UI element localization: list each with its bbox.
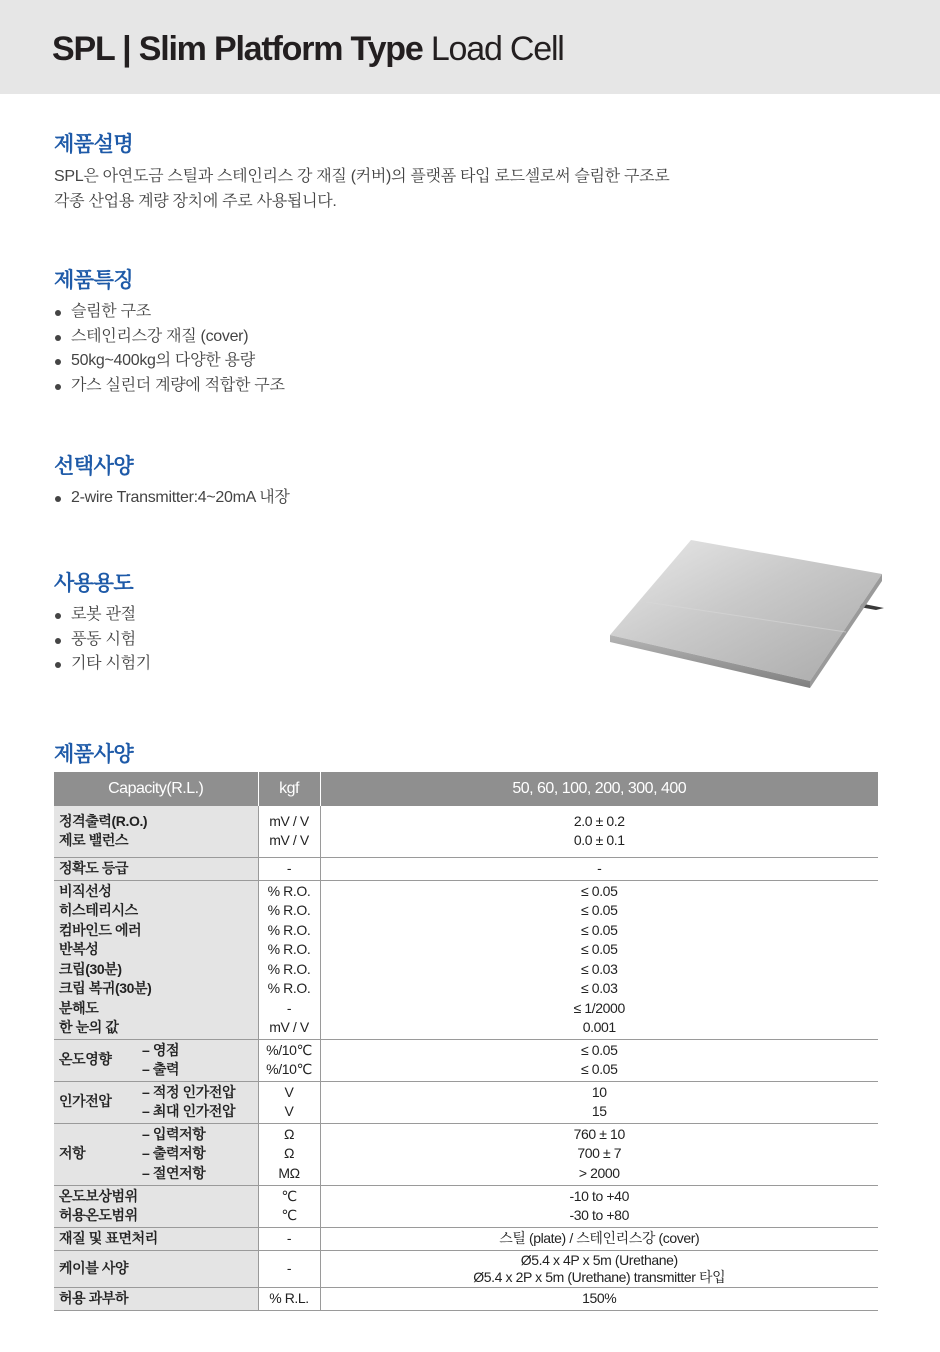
applications-list [54,603,151,677]
spec-unit [258,806,320,857]
spec-table [54,772,878,1311]
options-heading: 선택사양 [54,455,134,478]
spec-value-line: ≤ 1/2000 [573,999,625,1016]
spec-label: 온도영향 [54,1039,142,1081]
features-heading: 제품특징 [54,269,134,292]
spec-unit-line: mV / V [269,1019,309,1035]
application-item: 풍동 시험 [54,628,151,653]
spec-unit [258,1039,320,1081]
spec-label-line: 분해도 [59,999,99,1016]
spec-unit-line: %/10℃ [266,1061,312,1077]
spec-value-line: ≤ 0.03 [581,960,618,977]
spec-unit-line: ℃ [281,1207,297,1223]
capacity-header: Capacity(R.L.) [54,772,258,806]
spec-unit [258,1123,320,1185]
spec-unit-line: % R.O. [267,960,311,977]
spec-value [320,1039,878,1081]
spec-value [320,1250,878,1287]
spec-label-line: 제로 밸런스 [59,832,129,849]
spec-value-line: 0.0 ± 0.1 [573,832,625,849]
spec-label-line: 크립(30분) [59,960,122,977]
table-row [54,1185,878,1227]
table-row [54,1081,878,1123]
spec-value [320,880,878,1039]
spec-value-line: ≤ 0.03 [581,980,618,996]
table-row [54,880,878,1039]
spec-sublabel-line: – 출력저항 [142,1145,206,1162]
unit-header: kgf [258,772,320,806]
table-row [54,1250,878,1287]
spec-unit-line: ℃ [281,1187,297,1204]
description-text [54,164,669,214]
page-title [52,30,564,69]
spec-label [54,880,258,1039]
spec-label-line: 컴바인드 에러 [59,921,142,938]
spec-value-line: 10 [591,1083,607,1100]
spec-unit [258,1185,320,1227]
spec-value-line: ≤ 0.05 [581,902,618,918]
spec-unit-line: V [284,1083,294,1100]
spec-unit-line: Ω [283,1145,295,1162]
values-header: 50, 60, 100, 200, 300, 400 [320,772,878,806]
spec-label: 케이블 사양 [54,1250,258,1287]
feature-item: 가스 실린더 계량에 적합한 구조 [54,374,285,399]
spec-sublabel-line: – 절연저항 [142,1164,206,1181]
spec-value-line: ≤ 0.05 [581,1061,618,1077]
spec-unit [258,880,320,1039]
spec-unit: - [258,857,320,880]
spec-unit-line: % R.O. [267,980,311,996]
spec-label: 인가전압 [54,1081,142,1123]
spec-value-line: ≤ 0.05 [581,941,618,957]
spec-label-line: 반복성 [59,941,99,957]
spec-value-line: 0.001 [582,1019,616,1035]
spec-unit-line: Ω [283,1125,295,1142]
spec-unit-line: % R.O. [267,941,311,957]
table-row [54,806,878,857]
spec-heading: 제품사양 [54,743,134,766]
table-row [54,1039,878,1081]
spec-unit [258,1081,320,1123]
spec-unit-line: % R.O. [267,882,311,899]
spec-unit: % R.L. [258,1287,320,1310]
feature-item: 50kg~400kg의 다양한 용량 [54,349,285,374]
spec-label [54,1185,258,1227]
spec-label-line: 크립 복귀(30분) [59,980,152,996]
features-list [54,300,285,398]
spec-unit-line: - [286,999,292,1016]
plate-top-shape [610,540,882,681]
spec-sublabel [142,1039,258,1081]
spec-value-line: -30 to +80 [569,1207,629,1223]
description-heading: 제품설명 [54,133,134,156]
spec-label [54,806,258,857]
spec-value-line: 760 ± 10 [573,1125,625,1142]
spec-unit: - [258,1227,320,1250]
spec-value-line: Ø5.4 x 4P x 5m (Urethane) [520,1251,678,1268]
spec-label-line: 히스테리시스 [59,902,138,918]
table-row [54,857,878,880]
spec-label-line: 정격출력(R.O.) [59,812,148,829]
spec-value [320,1123,878,1185]
description-line: SPL은 아연도금 스틸과 스테인리스 강 재질 (커버)의 플랫폼 타입 로드셀로써 슬림한 구조로 [54,168,670,185]
title-light: Load Cell [430,30,564,68]
spec-value [320,1081,878,1123]
spec-label-line: 한 눈의 값 [59,1019,119,1035]
applications-section [54,567,151,677]
spec-value: 150% [320,1287,878,1310]
option-item: 2-wire Transmitter:4~20mA 내장 [54,486,290,511]
spec-value-line: ≤ 0.05 [581,1041,618,1058]
spec-label-line: 비직선성 [59,882,112,899]
spec-value-line: Ø5.4 x 2P x 5m (Urethane) transmitter 타입 [473,1268,726,1285]
spec-sublabel-line: – 입력저항 [142,1125,206,1142]
spec-value-line: ≤ 0.05 [581,882,618,899]
spec-label-line: 온도보상범위 [59,1187,138,1204]
spec-value-line: -10 to +40 [569,1187,629,1204]
spec-value-line: ≤ 0.05 [581,921,618,938]
spec-label: 재질 및 표면처리 [54,1227,258,1250]
spec-value-line: 700 ± 7 [577,1145,622,1162]
header-band [0,0,940,94]
spec-sublabel [142,1123,258,1185]
title-bold: SPL | Slim Platform Type [52,30,423,68]
spec-value-line: 2.0 ± 0.2 [573,812,625,829]
feature-item: 스테인리스강 재질 (cover) [54,325,285,350]
spec-sublabel-line: – 출력 [142,1061,180,1077]
application-item: 기타 시험기 [54,652,151,677]
spec-unit-line: V [284,1103,294,1119]
spec-unit-line: %/10℃ [266,1041,312,1058]
description-section [54,128,669,214]
spec-value-line: > 2000 [578,1164,620,1181]
description-line: 각종 산업용 계량 장치에 주로 사용됩니다. [54,193,337,210]
table-row [54,1227,878,1250]
spec-value [320,806,878,857]
spec-unit-line: mV / V [269,832,309,849]
spec-value: - [320,857,878,880]
spec-label: 허용 과부하 [54,1287,258,1310]
spec-label: 정확도 등급 [54,857,258,880]
features-section [54,264,285,398]
application-item: 로봇 관절 [54,603,151,628]
spec-value-line: 15 [591,1103,607,1119]
spec-label: 저항 [54,1123,142,1185]
spec-unit-line: % R.O. [267,902,311,918]
spec-section [54,738,133,774]
load-cell-plate-image [606,532,891,697]
options-section [54,450,290,511]
table-row [54,1123,878,1185]
options-list [54,486,290,511]
spec-label-line: 허용온도범위 [59,1207,138,1223]
spec-unit-line: mV / V [269,812,309,829]
feature-item: 슬림한 구조 [54,300,285,325]
spec-sublabel [142,1081,258,1123]
spec-unit: - [258,1250,320,1287]
spec-sublabel-line: – 최대 인가전압 [142,1103,236,1119]
spec-value [320,1185,878,1227]
spec-value: 스틸 (plate) / 스테인리스강 (cover) [320,1227,878,1250]
table-row [54,1287,878,1310]
spec-header-row [54,772,878,806]
spec-sublabel-line: – 적정 인가전압 [142,1083,236,1100]
spec-sublabel-line: – 영점 [142,1041,180,1058]
spec-unit-line: MΩ [278,1164,300,1181]
applications-heading: 사용용도 [54,572,134,595]
spec-unit-line: % R.O. [267,921,311,938]
